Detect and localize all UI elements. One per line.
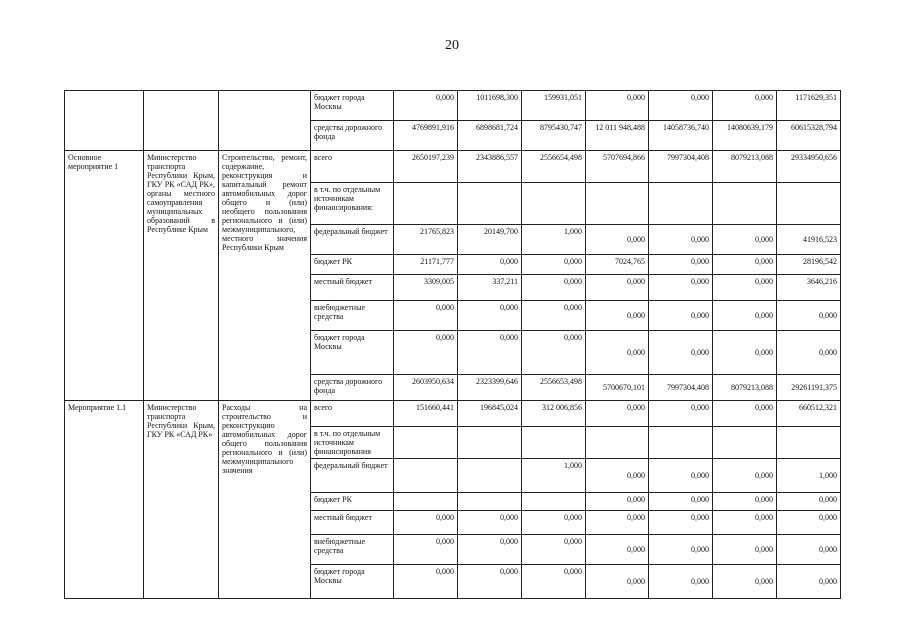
amount-cell: 0,000 <box>649 511 713 535</box>
description-cell: Расходы на строительство и реконструкцию автомобильных дорог общего пользования регионального и (или) межмуниципального значения <box>219 401 311 599</box>
funding-source-cell: бюджет города Москвы <box>311 331 394 375</box>
amount-cell: 3309,005 <box>394 275 458 301</box>
amount-cell: 0,000 <box>649 225 713 255</box>
amount-cell: 0,000 <box>649 91 713 121</box>
amount-cell: 0,000 <box>522 535 586 565</box>
amount-cell: 0,000 <box>713 535 777 565</box>
amount-cell: 0,000 <box>649 301 713 331</box>
amount-cell: 14058736,740 <box>649 121 713 151</box>
amount-cell: 0,000 <box>586 401 649 427</box>
amount-cell: 29334950,656 <box>777 151 841 183</box>
amount-cell <box>649 183 713 225</box>
amount-cell: 3646,216 <box>777 275 841 301</box>
activity-name-cell: Мероприятие 1.1 <box>65 401 144 599</box>
amount-cell: 0,000 <box>394 511 458 535</box>
amount-cell: 0,000 <box>522 565 586 599</box>
amount-cell: 2556653,498 <box>522 375 586 401</box>
amount-cell: 8079213,088 <box>713 151 777 183</box>
amount-cell: 0,000 <box>649 275 713 301</box>
amount-cell: 29261191,375 <box>777 375 841 401</box>
amount-cell: 0,000 <box>586 511 649 535</box>
amount-cell: 660512,321 <box>777 401 841 427</box>
finance-table <box>64 90 841 599</box>
amount-cell: 0,000 <box>649 331 713 375</box>
amount-cell <box>777 183 841 225</box>
amount-cell: 2323399,646 <box>458 375 522 401</box>
funding-source-cell: средства дорожного фонда <box>311 375 394 401</box>
amount-cell: 0,000 <box>713 275 777 301</box>
funding-source-cell: средства дорожного фонда <box>311 121 394 151</box>
amount-cell <box>458 183 522 225</box>
amount-cell: 0,000 <box>586 275 649 301</box>
amount-cell: 0,000 <box>649 535 713 565</box>
funding-source-cell: местный бюджет <box>311 275 394 301</box>
funding-source-cell: бюджет РК <box>311 493 394 511</box>
amount-cell: 0,000 <box>394 301 458 331</box>
activity-name-cell: Основное мероприятие 1 <box>65 151 144 401</box>
amount-cell: 6898681,724 <box>458 121 522 151</box>
funding-source-cell: всего <box>311 401 394 427</box>
amount-cell <box>458 493 522 511</box>
funding-source-cell: внебюджетные средства <box>311 301 394 331</box>
amount-cell: 0,000 <box>458 511 522 535</box>
page-number: 20 <box>445 38 459 53</box>
executor-cell <box>144 91 219 151</box>
amount-cell: 0,000 <box>458 331 522 375</box>
amount-cell: 0,000 <box>777 301 841 331</box>
amount-cell: 0,000 <box>586 91 649 121</box>
funding-source-cell: в т.ч. по отдельным источникам финансирования: <box>311 183 394 225</box>
amount-cell: 1,000 <box>777 459 841 493</box>
amount-cell: 0,000 <box>522 255 586 275</box>
funding-source-cell: бюджет города Москвы <box>311 91 394 121</box>
amount-cell: 2343886,557 <box>458 151 522 183</box>
amount-cell: 151660,441 <box>394 401 458 427</box>
amount-cell: 41916,523 <box>777 225 841 255</box>
amount-cell <box>394 183 458 225</box>
activity-name-cell <box>65 91 144 151</box>
amount-cell: 0,000 <box>713 511 777 535</box>
executor-cell: Министерство транспорта Республики Крым, ГКУ РК «САД РК», органы местного самоуправления муниципальных образований в Республике Крым <box>144 151 219 401</box>
amount-cell <box>522 493 586 511</box>
amount-cell: 2650197,239 <box>394 151 458 183</box>
funding-source-cell: местный бюджет <box>311 511 394 535</box>
amount-cell: 7997304,408 <box>649 151 713 183</box>
amount-cell: 196845,024 <box>458 401 522 427</box>
amount-cell: 14080639,179 <box>713 121 777 151</box>
amount-cell: 0,000 <box>713 565 777 599</box>
amount-cell: 0,000 <box>713 493 777 511</box>
amount-cell: 8795430,747 <box>522 121 586 151</box>
executor-cell: Министерство транспорта Республики Крым, ГКУ РК «САД РК» <box>144 401 219 599</box>
funding-source-cell: внебюджетные средства <box>311 535 394 565</box>
amount-cell: 0,000 <box>458 565 522 599</box>
amount-cell: 0,000 <box>522 331 586 375</box>
description-cell: Строительство, ремонт, содержание, реконструкция и капитальный ремонт автомобильных дорог общего и (или) необщего пользования регионального и (или) межмуниципального, местного значения Республики Крым <box>219 151 311 401</box>
amount-cell: 8079213,088 <box>713 375 777 401</box>
amount-cell: 5700670,101 <box>586 375 649 401</box>
amount-cell: 0,000 <box>777 493 841 511</box>
amount-cell: 0,000 <box>713 255 777 275</box>
amount-cell: 0,000 <box>394 331 458 375</box>
amount-cell: 0,000 <box>522 511 586 535</box>
amount-cell: 21765,823 <box>394 225 458 255</box>
amount-cell: 0,000 <box>458 535 522 565</box>
amount-cell: 0,000 <box>777 565 841 599</box>
amount-cell: 0,000 <box>458 255 522 275</box>
amount-cell: 0,000 <box>713 225 777 255</box>
amount-cell: 0,000 <box>777 511 841 535</box>
amount-cell: 0,000 <box>394 535 458 565</box>
amount-cell: 7997304,408 <box>649 375 713 401</box>
amount-cell: 0,000 <box>649 401 713 427</box>
funding-source-cell: бюджет города Москвы <box>311 565 394 599</box>
amount-cell: 0,000 <box>586 301 649 331</box>
amount-cell: 0,000 <box>649 565 713 599</box>
amount-cell: 0,000 <box>586 493 649 511</box>
amount-cell: 337,211 <box>458 275 522 301</box>
amount-cell: 1,000 <box>522 225 586 255</box>
amount-cell <box>522 427 586 459</box>
amount-cell <box>777 427 841 459</box>
amount-cell <box>394 459 458 493</box>
amount-cell <box>713 427 777 459</box>
amount-cell: 0,000 <box>394 565 458 599</box>
funding-source-cell: в т.ч. по отдельным источникам финансирования <box>311 427 394 459</box>
table-row <box>65 401 841 427</box>
amount-cell: 0,000 <box>713 459 777 493</box>
amount-cell: 1011698,300 <box>458 91 522 121</box>
amount-cell: 0,000 <box>777 331 841 375</box>
amount-cell: 0,000 <box>649 493 713 511</box>
amount-cell: 0,000 <box>586 459 649 493</box>
amount-cell: 0,000 <box>649 255 713 275</box>
amount-cell <box>522 183 586 225</box>
funding-source-cell: бюджет РК <box>311 255 394 275</box>
amount-cell: 1,000 <box>522 459 586 493</box>
amount-cell: 0,000 <box>586 565 649 599</box>
description-cell <box>219 91 311 151</box>
table-row <box>65 91 841 121</box>
amount-cell: 5707694,866 <box>586 151 649 183</box>
funding-source-cell: всего <box>311 151 394 183</box>
amount-cell: 0,000 <box>522 301 586 331</box>
amount-cell: 28196,542 <box>777 255 841 275</box>
amount-cell: 0,000 <box>586 331 649 375</box>
amount-cell: 4769891,916 <box>394 121 458 151</box>
table-row <box>65 151 841 183</box>
amount-cell: 0,000 <box>713 91 777 121</box>
amount-cell <box>713 183 777 225</box>
amount-cell: 0,000 <box>713 401 777 427</box>
amount-cell <box>586 427 649 459</box>
amount-cell: 60615328,794 <box>777 121 841 151</box>
amount-cell: 0,000 <box>713 301 777 331</box>
amount-cell: 21171,777 <box>394 255 458 275</box>
funding-source-cell: федеральный бюджет <box>311 225 394 255</box>
funding-source-cell: федеральный бюджет <box>311 459 394 493</box>
amount-cell <box>394 493 458 511</box>
amount-cell <box>586 183 649 225</box>
amount-cell: 1171629,351 <box>777 91 841 121</box>
amount-cell: 12 011 948,488 <box>586 121 649 151</box>
amount-cell: 2603950,634 <box>394 375 458 401</box>
amount-cell: 0,000 <box>586 535 649 565</box>
amount-cell: 0,000 <box>777 535 841 565</box>
amount-cell: 0,000 <box>394 91 458 121</box>
amount-cell: 0,000 <box>586 225 649 255</box>
amount-cell <box>458 427 522 459</box>
amount-cell: 159931,051 <box>522 91 586 121</box>
amount-cell: 0,000 <box>458 301 522 331</box>
amount-cell: 0,000 <box>713 331 777 375</box>
amount-cell <box>649 427 713 459</box>
amount-cell: 0,000 <box>649 459 713 493</box>
amount-cell <box>394 427 458 459</box>
amount-cell: 7024,765 <box>586 255 649 275</box>
amount-cell: 0,000 <box>522 275 586 301</box>
amount-cell: 312 006,856 <box>522 401 586 427</box>
amount-cell: 2556654,498 <box>522 151 586 183</box>
amount-cell: 20149,700 <box>458 225 522 255</box>
amount-cell <box>458 459 522 493</box>
table-body <box>65 91 841 599</box>
